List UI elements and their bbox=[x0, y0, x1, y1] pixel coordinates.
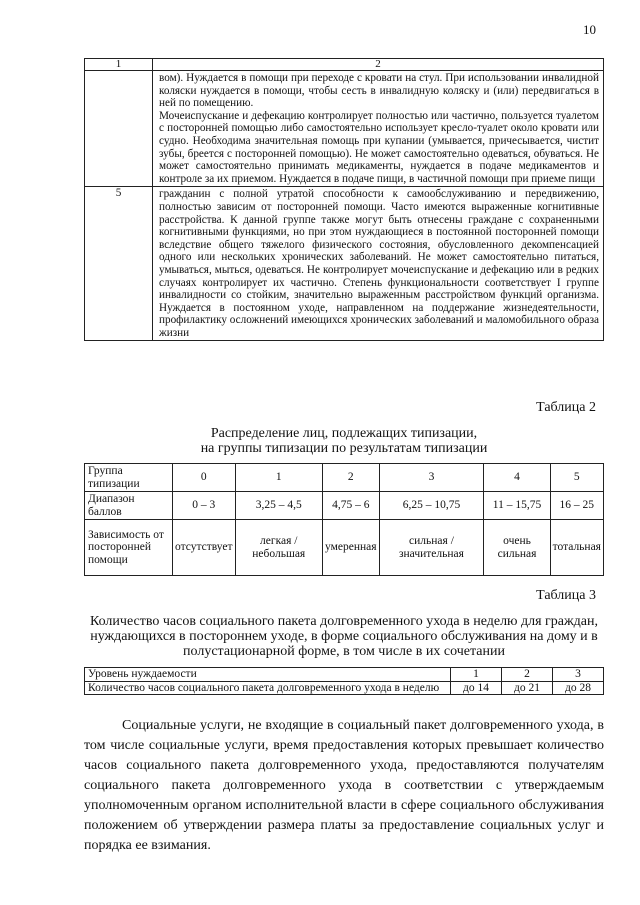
row-header: Группа типизации bbox=[85, 464, 173, 492]
care-hours-table bbox=[84, 667, 604, 695]
table-cell: 3 bbox=[379, 464, 484, 492]
group-number-cell: 5 bbox=[85, 187, 153, 341]
table-row bbox=[85, 492, 604, 520]
table-row bbox=[85, 520, 604, 576]
table-caption: Таблица 3 bbox=[536, 588, 596, 603]
table-cell: 4 bbox=[484, 464, 550, 492]
table-cell: сильная / значительная bbox=[379, 520, 484, 576]
description-paragraph: Мочеиспускание и дефекацию контролирует полностью или частично, пользуется туалетом с посторонней помощью либо самостоятельно использует кресло-туалет около кровати или судно. Необходима значительная помощь при купании (умывается, причесывается, чистит зубы, бреется с посторонней помощью). Не может самостоятельно одеваться, обуваться. Не может самостоятельно принимать медикаменты, нуждается в подаче медикаментов и контроле за их приемом. Нуждается в подаче пищи, в частичной помощи при приеме пищи bbox=[159, 109, 599, 185]
table-cell: до 21 bbox=[502, 681, 553, 695]
table-cell: 3 bbox=[553, 668, 604, 682]
table-caption: Таблица 2 bbox=[536, 400, 596, 415]
table-cell: до 14 bbox=[451, 681, 502, 695]
group-description-cell: гражданин с полной утратой способности к самообслуживанию и передвижению, полностью зависим от посторонней помощи. Часто имеются выраженные когнитивные расстройства. К данной группе также могут быть отнесены граждане с сохраненными когнитивными функциями, но при этом нуждающиеся в постоянной посторонней помощи вследствие общего тяжелого физического состояния, обусловленного декомпенсацией одного или нескольких хронических заболеваний. Не может самостоятельно питаться, умываться, мыться, одеваться. Не контролирует мочеиспускание и дефекацию или в редких случаях контролирует их частично. Степень функциональности соответствует I группе инвалидности со стойким, значительно выраженным расстройством функций организма. Нуждается в постоянном уходе, направленном на поддержание жизнедеятельности, профилактику осложнений имеющихся хронических заболеваний и маломобильного образа жизни bbox=[153, 187, 604, 341]
table-cell: очень сильная bbox=[484, 520, 550, 576]
table-cell: 11 – 15,75 bbox=[484, 492, 550, 520]
table-cell: умеренная bbox=[322, 520, 379, 576]
group-number-cell bbox=[85, 71, 153, 187]
table-cell: 6,25 – 10,75 bbox=[379, 492, 484, 520]
column-number-header: 2 bbox=[153, 59, 604, 71]
page-number: 10 bbox=[583, 22, 596, 37]
table-title-line: на группы типизации по результатам типизации bbox=[200, 441, 488, 456]
table-cell: 16 – 25 bbox=[550, 492, 603, 520]
table-cell: 5 bbox=[550, 464, 603, 492]
table-cell: 2 bbox=[502, 668, 553, 682]
table-row bbox=[85, 464, 604, 492]
row-header: Зависимость от посторонней помощи bbox=[85, 520, 173, 576]
description-paragraph: вом). Нуждается в помощи при переходе с кровати на стул. При использовании инвалидной коляски нуждается в помощи, чтобы сесть в инвалидную коляску и (или) передвигаться в ней по помещению. bbox=[159, 72, 599, 110]
typing-distribution-table bbox=[84, 463, 604, 576]
table-row bbox=[85, 187, 604, 341]
table-cell: отсутствует bbox=[173, 520, 236, 576]
table-cell: 2 bbox=[322, 464, 379, 492]
table-cell: 0 – 3 bbox=[173, 492, 236, 520]
table-cell: 0 bbox=[173, 464, 236, 492]
table-cell: 4,75 – 6 bbox=[322, 492, 379, 520]
row-header: Уровень нуждаемости bbox=[85, 668, 451, 682]
body-paragraph: Социальные услуги, не входящие в социальный пакет долговременного ухода, в том числе социальные услуги, время предоставления которых превышает количество часов социального пакета долговременного ухода, предоставляются получателям социального пакета долговременного ухода в соответствии с утверждаемым уполномоченным органом исполнительной власти в сфере социального обслуживания положением об утверждении размера платы за предоставление социальных услуг и порядка ее взимания. bbox=[84, 718, 604, 853]
column-number-header: 1 bbox=[85, 59, 153, 71]
row-header: Диапазон баллов bbox=[85, 492, 173, 520]
table-title-line: Распределение лиц, подлежащих типизации, bbox=[210, 426, 478, 441]
table-title: Количество часов социального пакета долговременного ухода в неделю для граждан, нуждающихся в постороннем уходе, в форме социального обслуживания на дому и в полустационарной форме, в том числе в их сочетании bbox=[89, 614, 599, 659]
table-cell: 1 bbox=[451, 668, 502, 682]
table-row bbox=[85, 681, 604, 695]
table-row bbox=[85, 668, 604, 682]
table-cell: легкая / небольшая bbox=[235, 520, 322, 576]
table-cell: 1 bbox=[235, 464, 322, 492]
table-title bbox=[84, 426, 604, 456]
group-description-cell bbox=[153, 71, 604, 187]
table-cell: 3,25 – 4,5 bbox=[235, 492, 322, 520]
table-cell: до 28 bbox=[553, 681, 604, 695]
typing-groups-description-table bbox=[84, 58, 604, 341]
table-row bbox=[85, 71, 604, 187]
table-header-row bbox=[85, 59, 604, 71]
table-cell: тотальная bbox=[550, 520, 603, 576]
row-header: Количество часов социального пакета долговременного ухода в неделю bbox=[85, 681, 451, 695]
